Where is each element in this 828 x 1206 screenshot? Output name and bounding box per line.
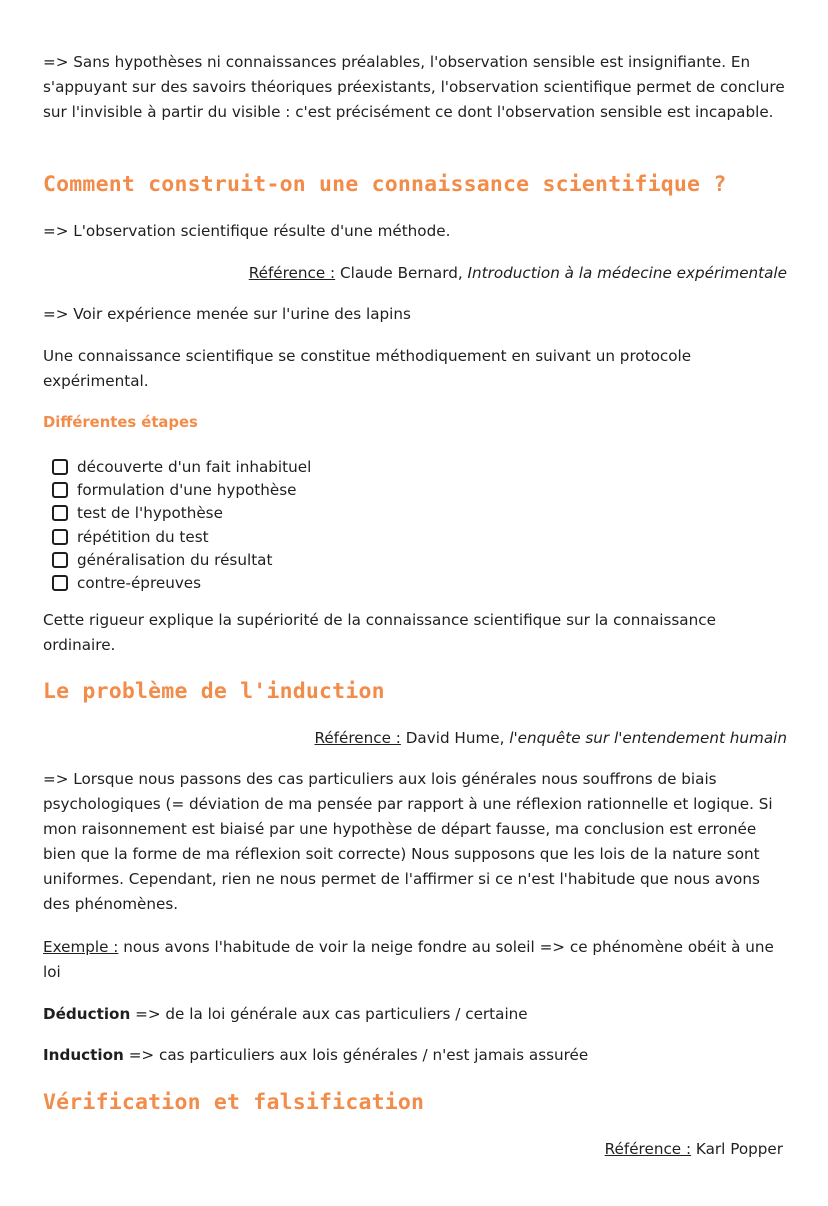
reference-author: Karl Popper xyxy=(691,1140,783,1158)
deduction-label: Déduction xyxy=(43,1005,131,1023)
checklist-item-label: découverte d'un fait inhabituel xyxy=(77,457,312,476)
steps-checklist xyxy=(52,455,311,595)
reference-author: Claude Bernard, xyxy=(335,264,468,282)
checklist-item xyxy=(52,571,311,594)
deduction-text: => de la loi générale aux cas particuliers / certaine xyxy=(130,1005,528,1023)
checkbox[interactable] xyxy=(52,482,68,498)
reference-label: Référence : xyxy=(314,729,401,747)
paragraph-rigueur: Cette rigueur explique la supériorité de la connaissance scientifique sur la connaissance ordinaire. xyxy=(43,611,716,654)
checklist-item xyxy=(52,478,311,501)
example-label: Exemple : xyxy=(43,938,119,956)
reference-claude-bernard xyxy=(249,261,787,285)
section-heading-induction: Le problème de l'induction xyxy=(43,679,385,704)
checkbox[interactable] xyxy=(52,552,68,568)
reference-author: David Hume, xyxy=(400,729,510,747)
example-text: nous avons l'habitude de voir la neige fondre au soleil => ce phénomène obéit à une loi xyxy=(43,938,774,981)
checklist-item-label: répétition du test xyxy=(77,527,209,546)
induction-text: => cas particuliers aux lois générales / n'est jamais assurée xyxy=(123,1046,589,1064)
checklist-item xyxy=(52,525,311,548)
checkbox[interactable] xyxy=(52,575,68,591)
checkbox[interactable] xyxy=(52,505,68,521)
checklist-item-label: formulation d'une hypothèse xyxy=(77,480,297,499)
reference-work: l'enquête sur l'entendement humain xyxy=(509,729,787,747)
section-heading-verification: Vérification et falsification xyxy=(43,1090,425,1115)
intro-paragraph: => Sans hypothèses ni connaissances préalables, l'observation sensible est insignifiante. En s'appuyant sur des savoirs théoriques préexistants, l'observation scientifique permet de conclure sur l'invisible à partir du visible : c'est précisément ce dont l'observation sensible est incapable. xyxy=(43,53,785,121)
paragraph-biais: => Lorsque nous passons des cas particuliers aux lois générales nous souffrons de biais psychologiques (= déviation de ma pensée par rapport à une réflexion rationnelle et logique. Si mon raisonnement est biaisé par une hypothèse de départ fausse, ma conclusion est erronée bien que la forme de ma réflexion soit correcte) Nous supposons que les lois de la nature sont uniformes. Cependant, rien ne nous permet de l'affirmer si ce n'est l'habitude que nous avons des phénomènes. xyxy=(43,770,773,913)
checkbox[interactable] xyxy=(52,529,68,545)
checklist-item-label: généralisation du résultat xyxy=(77,550,273,569)
reference-label: Référence : xyxy=(248,264,336,282)
reference-label: Référence : xyxy=(604,1140,692,1158)
steps-heading: Différentes étapes xyxy=(43,414,198,431)
reference-work: Introduction à la médecine expérimentale xyxy=(467,264,787,282)
checklist-item-label: contre-épreuves xyxy=(77,574,202,593)
checkbox[interactable] xyxy=(52,459,68,475)
reference-karl-popper xyxy=(605,1137,783,1161)
checklist-item-label: test de l'hypothèse xyxy=(77,504,223,523)
paragraph-protocole: Une connaissance scientifique se constitue méthodiquement en suivant un protocole expérimental. xyxy=(43,347,692,390)
paragraph-methode: => L'observation scientifique résulte d'une méthode. xyxy=(43,222,451,240)
paragraph-experience: => Voir expérience menée sur l'urine des lapins xyxy=(43,305,411,323)
checklist-item xyxy=(52,502,311,525)
reference-david-hume xyxy=(314,726,787,750)
section-heading-construction: Comment construit-on une connaissance scientifique ? xyxy=(43,172,727,197)
paragraph-exemple xyxy=(43,935,787,985)
paragraph-induction xyxy=(43,1043,787,1068)
induction-label: Induction xyxy=(43,1046,124,1064)
checklist-item xyxy=(52,455,311,478)
checklist-item xyxy=(52,548,311,571)
paragraph-deduction xyxy=(43,1002,787,1027)
